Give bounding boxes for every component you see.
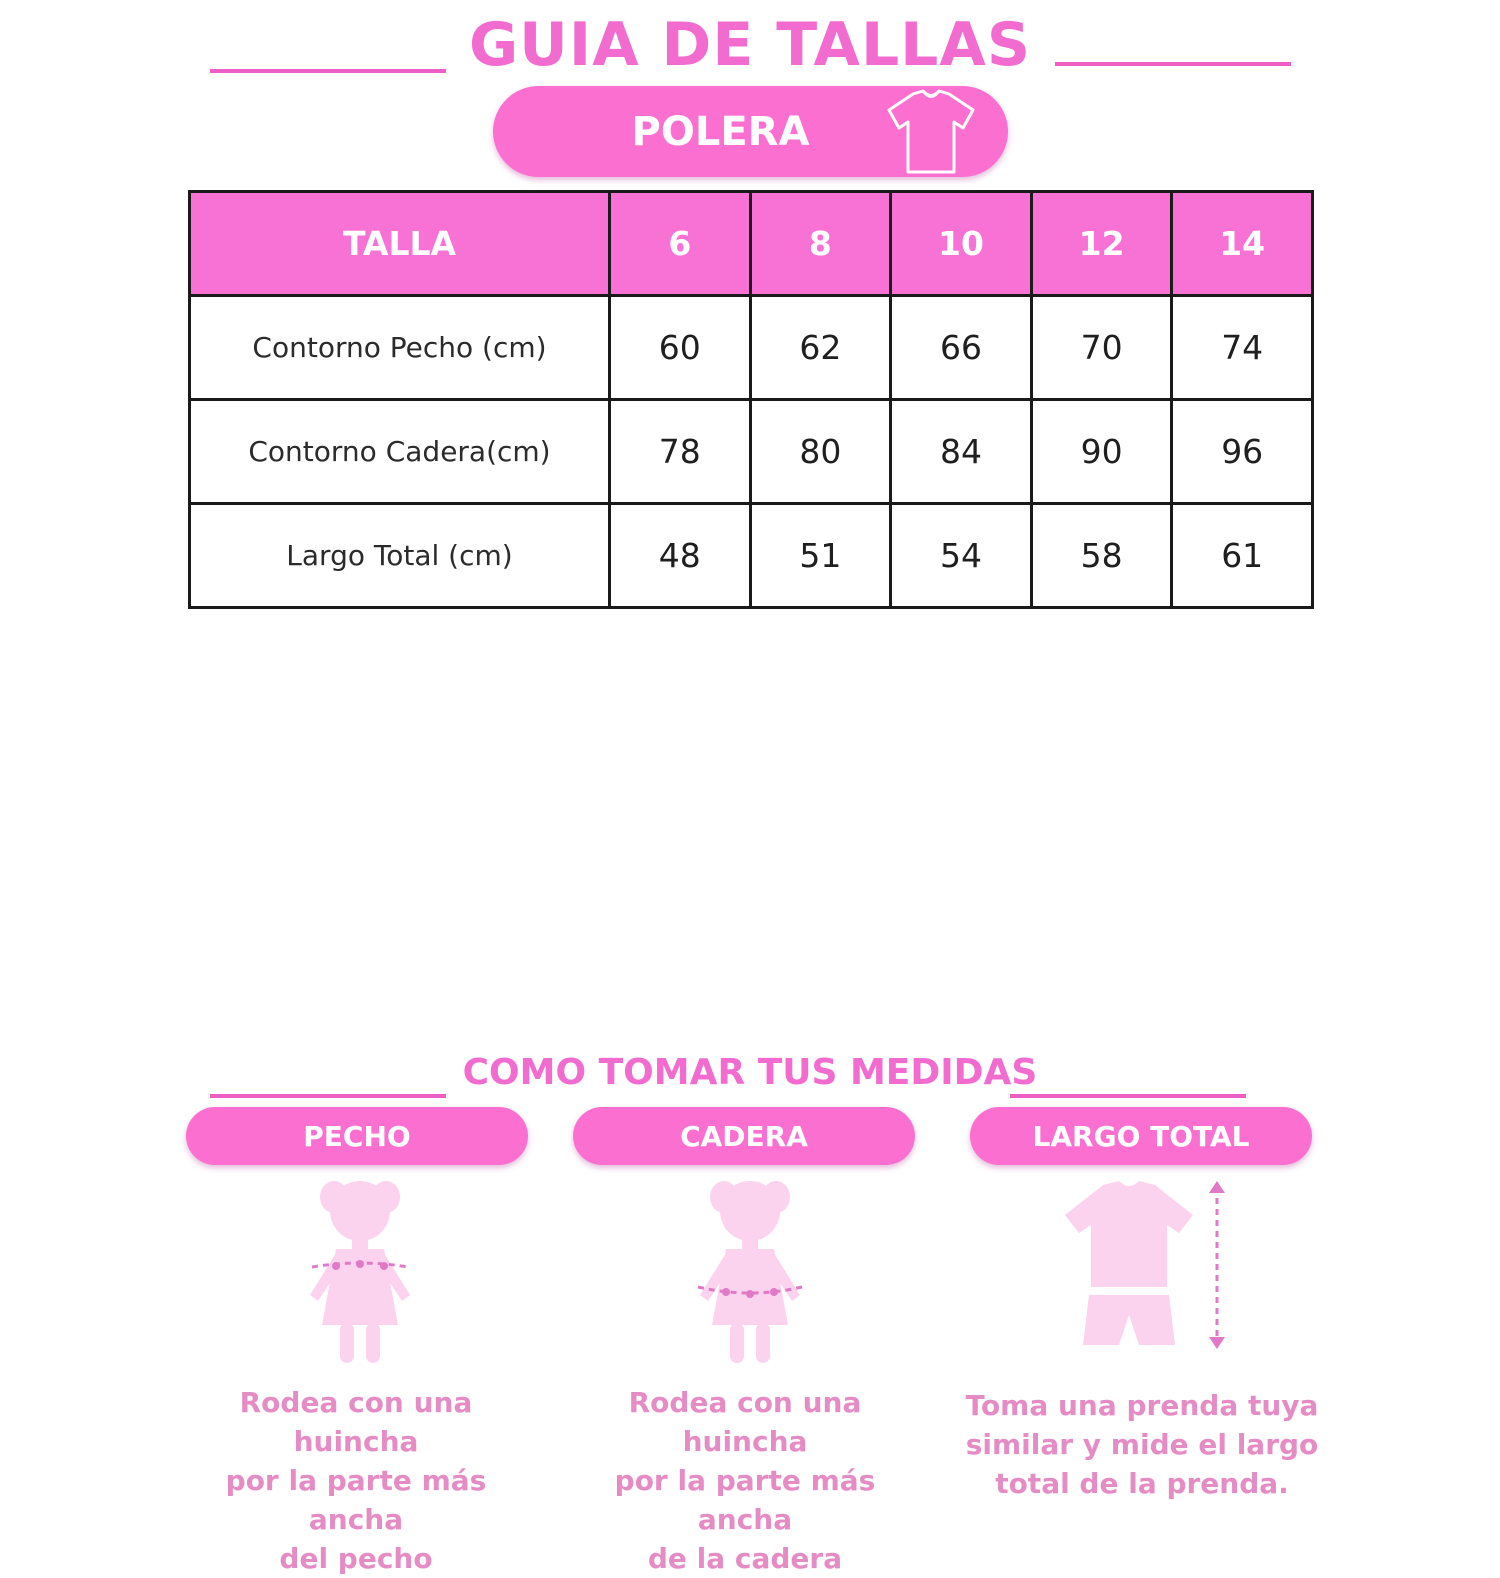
row-label: Contorno Pecho (cm) — [190, 296, 610, 400]
cadera-label: CADERA — [680, 1119, 808, 1153]
girl-hip-illustration — [680, 1175, 820, 1370]
table-cell: 51 — [750, 504, 891, 608]
girl-chest-illustration — [290, 1175, 430, 1370]
table-cell: 96 — [1172, 400, 1313, 504]
table-cell: 90 — [1031, 400, 1172, 504]
tshirt-shorts-length-illustration — [1055, 1175, 1235, 1355]
table-cell: 58 — [1031, 504, 1172, 608]
size-header: 14 — [1172, 192, 1313, 296]
table-cell: 60 — [610, 296, 751, 400]
section-line-right — [1010, 1094, 1246, 1098]
table-cell: 61 — [1172, 504, 1313, 608]
table-cell: 84 — [891, 400, 1032, 504]
garment-label: POLERA — [631, 108, 810, 155]
size-table — [188, 190, 1314, 609]
table-cell: 78 — [610, 400, 751, 504]
row-label: Largo Total (cm) — [190, 504, 610, 608]
page-title: GUIA DE TALLAS — [468, 10, 1032, 80]
section-line-left — [210, 1094, 446, 1098]
size-header: 12 — [1031, 192, 1172, 296]
table-cell: 66 — [891, 296, 1032, 400]
row-label: Contorno Cadera(cm) — [190, 400, 610, 504]
table-header-row — [190, 192, 1313, 296]
table-cell: 62 — [750, 296, 891, 400]
table-row — [190, 400, 1313, 504]
pecho-label: PECHO — [303, 1119, 411, 1153]
pecho-badge — [186, 1107, 528, 1165]
size-header: 8 — [750, 192, 891, 296]
table-cell: 74 — [1172, 296, 1313, 400]
talla-header: TALLA — [190, 192, 610, 296]
largo-total-label: LARGO TOTAL — [1032, 1119, 1250, 1153]
tshirt-icon — [883, 88, 979, 176]
table-cell: 70 — [1031, 296, 1172, 400]
table-row — [190, 296, 1313, 400]
largo-total-badge — [970, 1107, 1312, 1165]
cadera-badge — [573, 1107, 915, 1165]
pecho-caption: Rodea con una huincha por la parte más ancha del pecho — [225, 1386, 487, 1575]
table-cell: 80 — [750, 400, 891, 504]
table-cell: 48 — [610, 504, 751, 608]
howto-title: COMO TOMAR TUS MEDIDAS — [462, 1052, 1038, 1093]
size-header: 10 — [891, 192, 1032, 296]
largo-total-caption: Toma una prenda tuya similar y mide el largo total de la prenda. — [965, 1389, 1319, 1500]
table-row — [190, 504, 1313, 608]
size-header: 6 — [610, 192, 751, 296]
cadera-caption: Rodea con una huincha por la parte más ancha de la cadera — [614, 1386, 876, 1575]
table-cell: 54 — [891, 504, 1032, 608]
